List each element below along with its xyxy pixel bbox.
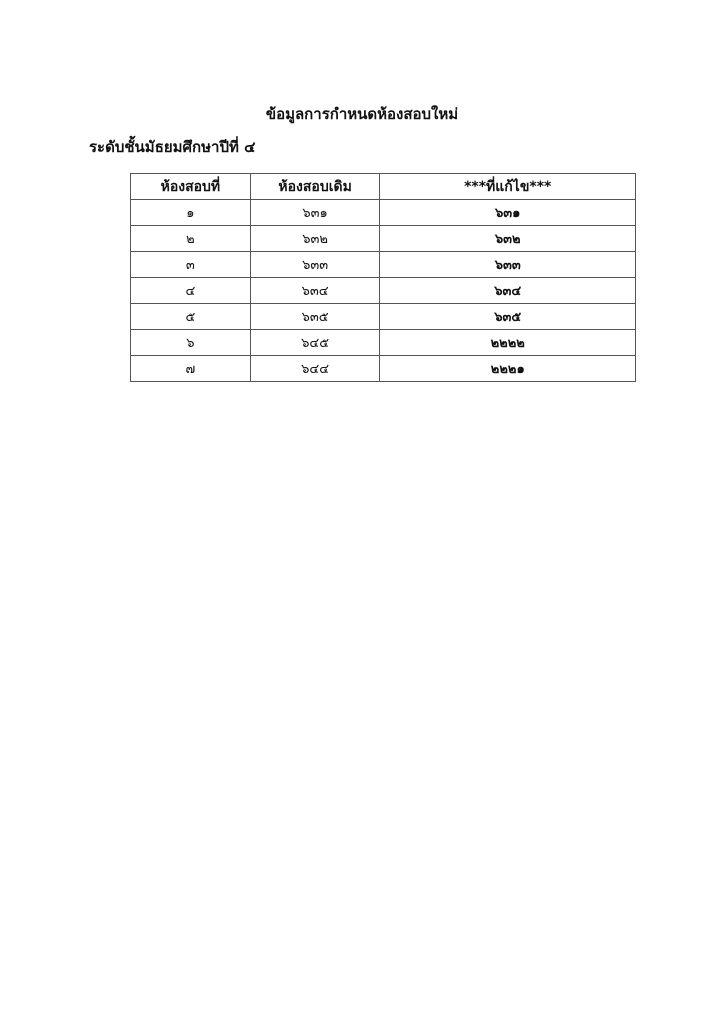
old-room-cell: ๖๓๕: [250, 304, 380, 330]
room-number-cell: ๓: [131, 252, 251, 278]
revised-room-cell: ๖๓๒: [380, 226, 636, 252]
old-room-cell: ๖๓๓: [250, 252, 380, 278]
table-row: [131, 356, 636, 382]
room-number-cell: ๕: [131, 304, 251, 330]
table-row: [131, 330, 636, 356]
header-old-room: ห้องสอบเดิม: [250, 174, 380, 200]
revised-room-cell: ๒๒๒๑: [380, 356, 636, 382]
revised-room-cell: ๖๓๕: [380, 304, 636, 330]
old-room-cell: ๖๔๕: [250, 330, 380, 356]
revised-room-cell: ๖๓๑: [380, 200, 636, 226]
old-room-cell: ๖๓๑: [250, 200, 380, 226]
table-row: [131, 200, 636, 226]
old-room-cell: ๖๓๔: [250, 278, 380, 304]
header-revised-room: ***ที่แก้ไข***: [380, 174, 636, 200]
table-row: [131, 304, 636, 330]
exam-room-table: [130, 173, 636, 382]
revised-room-cell: ๖๓๓: [380, 252, 636, 278]
table-row: [131, 278, 636, 304]
room-number-cell: ๑: [131, 200, 251, 226]
revised-room-cell: ๒๒๒๒: [380, 330, 636, 356]
document-title: ข้อมูลการกำหนดห้องสอบใหม่: [265, 105, 459, 123]
table-header-row: [131, 174, 636, 200]
room-number-cell: ๖: [131, 330, 251, 356]
room-number-cell: ๒: [131, 226, 251, 252]
table-row: [131, 226, 636, 252]
revised-room-cell: ๖๓๔: [380, 278, 636, 304]
room-number-cell: ๗: [131, 356, 251, 382]
room-number-cell: ๔: [131, 278, 251, 304]
level-heading: ระดับชั้นมัธยมศึกษาปีที่ ๔: [89, 138, 256, 156]
old-room-cell: ๖๔๔: [250, 356, 380, 382]
table-row: [131, 252, 636, 278]
header-room-number: ห้องสอบที่: [131, 174, 251, 200]
old-room-cell: ๖๓๒: [250, 226, 380, 252]
